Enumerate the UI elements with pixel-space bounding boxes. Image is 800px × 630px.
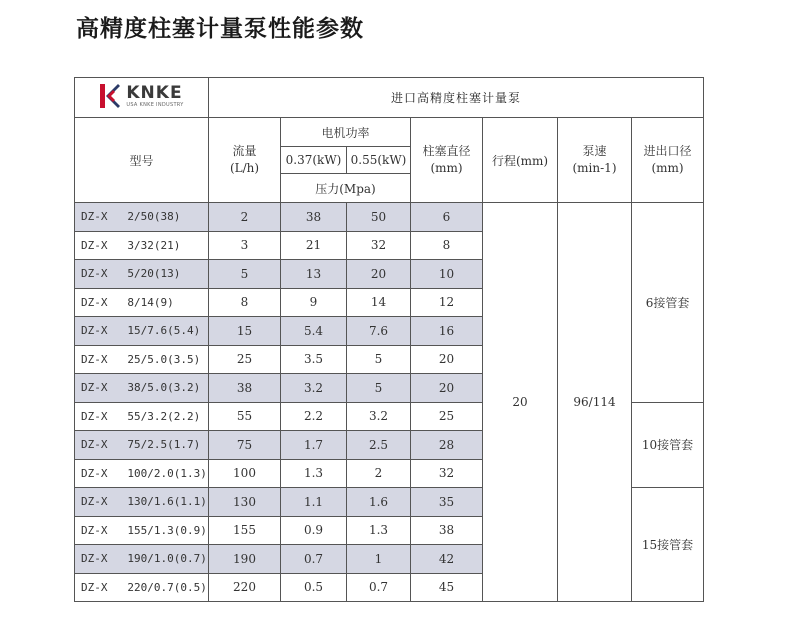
cell-stroke: 20 bbox=[483, 203, 558, 602]
cell-flow: 2 bbox=[209, 203, 281, 232]
cell-pressure-037: 21 bbox=[281, 231, 347, 260]
cell-plunger: 28 bbox=[411, 431, 483, 460]
cell-plunger: 6 bbox=[411, 203, 483, 232]
cell-model: DZ-X 130/1.6(1.1) bbox=[75, 488, 209, 517]
cell-model: DZ-X 3/32(21) bbox=[75, 231, 209, 260]
cell-plunger: 10 bbox=[411, 260, 483, 289]
cell-pressure-055: 0.7 bbox=[347, 573, 411, 602]
cell-model: DZ-X 100/2.0(1.3) bbox=[75, 459, 209, 488]
cell-flow: 55 bbox=[209, 402, 281, 431]
header-flow-unit: (L/h) bbox=[229, 161, 260, 175]
cell-plunger: 35 bbox=[411, 488, 483, 517]
header-pressure: 压力(Mpa) bbox=[281, 174, 411, 203]
cell-plunger: 12 bbox=[411, 288, 483, 317]
cell-flow: 15 bbox=[209, 317, 281, 346]
cell-pressure-037: 5.4 bbox=[281, 317, 347, 346]
cell-pressure-037: 3.5 bbox=[281, 345, 347, 374]
header-flow-label: 流量 bbox=[232, 144, 257, 158]
cell-pressure-055: 1.6 bbox=[347, 488, 411, 517]
header-speed-label: 泵速 bbox=[582, 144, 607, 158]
cell-model: DZ-X 75/2.5(1.7) bbox=[75, 431, 209, 460]
brand-logo-cell bbox=[75, 78, 209, 118]
header-port-unit: (mm) bbox=[651, 161, 684, 175]
cell-port-size: 6接管套 bbox=[632, 203, 704, 403]
cell-flow: 130 bbox=[209, 488, 281, 517]
header-power-037: 0.37(kW) bbox=[281, 147, 347, 174]
spec-table-body bbox=[75, 78, 704, 602]
cell-port-size: 15接管套 bbox=[632, 488, 704, 602]
header-flow bbox=[209, 118, 281, 203]
cell-pressure-037: 9 bbox=[281, 288, 347, 317]
cell-pressure-055: 14 bbox=[347, 288, 411, 317]
cell-speed: 96/114 bbox=[558, 203, 632, 602]
cell-pressure-055: 2.5 bbox=[347, 431, 411, 460]
cell-flow: 220 bbox=[209, 573, 281, 602]
cell-pressure-037: 0.7 bbox=[281, 545, 347, 574]
cell-model: DZ-X 8/14(9) bbox=[75, 288, 209, 317]
cell-flow: 155 bbox=[209, 516, 281, 545]
cell-pressure-037: 0.5 bbox=[281, 573, 347, 602]
cell-pressure-055: 2 bbox=[347, 459, 411, 488]
cell-pressure-055: 32 bbox=[347, 231, 411, 260]
cell-plunger: 38 bbox=[411, 516, 483, 545]
header-plunger-unit: (mm) bbox=[430, 161, 463, 175]
cell-flow: 100 bbox=[209, 459, 281, 488]
knke-logo bbox=[99, 83, 183, 109]
cell-pressure-055: 20 bbox=[347, 260, 411, 289]
cell-plunger: 8 bbox=[411, 231, 483, 260]
header-stroke: 行程(mm) bbox=[483, 118, 558, 203]
header-port bbox=[632, 118, 704, 203]
header-plunger bbox=[411, 118, 483, 203]
spec-table bbox=[74, 77, 704, 602]
cell-pressure-037: 1.3 bbox=[281, 459, 347, 488]
cell-plunger: 16 bbox=[411, 317, 483, 346]
header-plunger-label: 柱塞直径 bbox=[422, 144, 471, 158]
cell-plunger: 20 bbox=[411, 374, 483, 403]
cell-pressure-055: 1.3 bbox=[347, 516, 411, 545]
header-speed bbox=[558, 118, 632, 203]
cell-pressure-055: 1 bbox=[347, 545, 411, 574]
cell-plunger: 25 bbox=[411, 402, 483, 431]
knke-logo-icon bbox=[99, 83, 121, 109]
cell-model: DZ-X 38/5.0(3.2) bbox=[75, 374, 209, 403]
cell-flow: 3 bbox=[209, 231, 281, 260]
cell-flow: 25 bbox=[209, 345, 281, 374]
header-power-055: 0.55(kW) bbox=[347, 147, 411, 174]
cell-flow: 8 bbox=[209, 288, 281, 317]
cell-model: DZ-X 25/5.0(3.5) bbox=[75, 345, 209, 374]
cell-pressure-055: 5 bbox=[347, 345, 411, 374]
cell-flow: 5 bbox=[209, 260, 281, 289]
cell-model: DZ-X 2/50(38) bbox=[75, 203, 209, 232]
cell-pressure-055: 5 bbox=[347, 374, 411, 403]
header-port-label: 进出口径 bbox=[643, 144, 692, 158]
cell-model: DZ-X 55/3.2(2.2) bbox=[75, 402, 209, 431]
cell-port-size: 10接管套 bbox=[632, 402, 704, 488]
header-model: 型号 bbox=[75, 118, 209, 203]
table-row bbox=[75, 203, 704, 232]
cell-plunger: 42 bbox=[411, 545, 483, 574]
cell-pressure-055: 7.6 bbox=[347, 317, 411, 346]
cell-pressure-037: 13 bbox=[281, 260, 347, 289]
logo-subtitle-text: USA KNKE INDUSTRY bbox=[126, 102, 184, 108]
cell-pressure-037: 38 bbox=[281, 203, 347, 232]
page-title: 高精度柱塞计量泵性能参数 bbox=[76, 16, 364, 42]
cell-pressure-037: 0.9 bbox=[281, 516, 347, 545]
cell-model: DZ-X 220/0.7(0.5) bbox=[75, 573, 209, 602]
cell-plunger: 32 bbox=[411, 459, 483, 488]
cell-pressure-037: 1.7 bbox=[281, 431, 347, 460]
cell-pressure-037: 3.2 bbox=[281, 374, 347, 403]
cell-model: DZ-X 190/1.0(0.7) bbox=[75, 545, 209, 574]
cell-model: DZ-X 155/1.3(0.9) bbox=[75, 516, 209, 545]
cell-flow: 190 bbox=[209, 545, 281, 574]
cell-pressure-037: 2.2 bbox=[281, 402, 347, 431]
cell-pressure-037: 1.1 bbox=[281, 488, 347, 517]
cell-flow: 38 bbox=[209, 374, 281, 403]
cell-model: DZ-X 5/20(13) bbox=[75, 260, 209, 289]
cell-plunger: 45 bbox=[411, 573, 483, 602]
cell-plunger: 20 bbox=[411, 345, 483, 374]
logo-brand-text: KNKE bbox=[126, 83, 183, 103]
header-motor-power: 电机功率 bbox=[281, 118, 411, 147]
cell-pressure-055: 3.2 bbox=[347, 402, 411, 431]
cell-flow: 75 bbox=[209, 431, 281, 460]
cell-model: DZ-X 15/7.6(5.4) bbox=[75, 317, 209, 346]
cell-pressure-055: 50 bbox=[347, 203, 411, 232]
product-title: 进口高精度柱塞计量泵 bbox=[209, 78, 704, 118]
header-speed-unit: (min-1) bbox=[572, 161, 617, 175]
